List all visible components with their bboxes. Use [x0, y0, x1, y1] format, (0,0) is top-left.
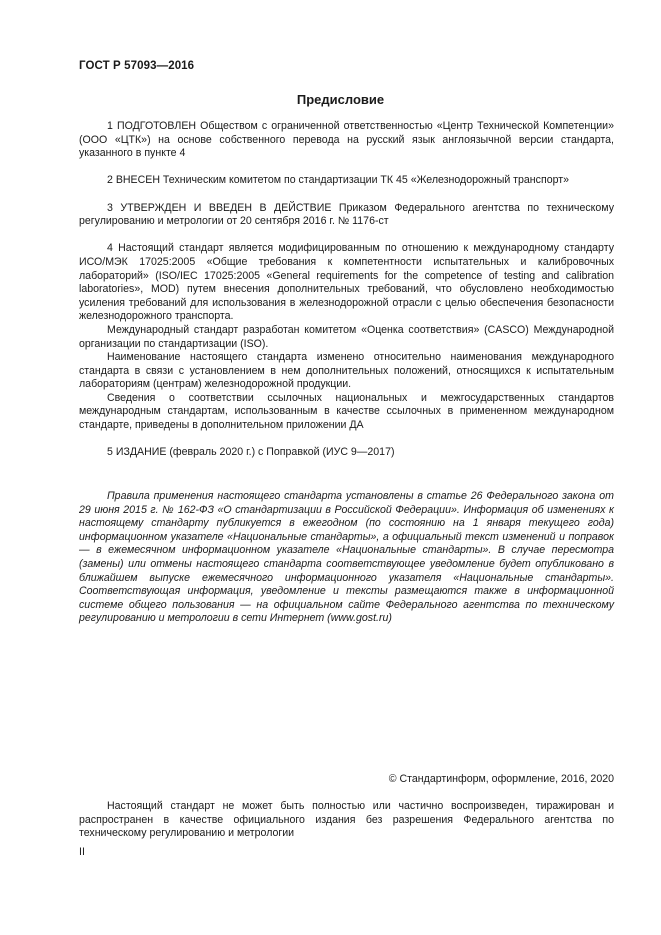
preface-item-4: 4 Настоящий стандарт является модифицированным по отношению к международному стандарту ИСО/МЭК 17025:2005 «Общие требования к компетентности испытательных и калибровочных лабораторий» (ISO/IEC 17025:2005 «General requirements for the competence of testing and calibration laboratories», MOD) путем внесения дополнительных требований, что обусловлено необходимостью усиления требований для использования в железнодорожной отрасли с целью обеспечения безопасности железнодорожного транспорта.	[79, 242, 614, 323]
preface-item-4-name-change: Наименование настоящего стандарта изменено относительно наименования международного стандарта в связи с установлением в нем дополнительных положений, относящихся к испытательным лабораториям (центрам) железнодорожной продукции.	[79, 351, 614, 391]
preface-item-5: 5 ИЗДАНИЕ (февраль 2020 г.) с Поправкой (ИУС 9—2017)	[107, 446, 395, 459]
reprint-restriction: Настоящий стандарт не может быть полностью или частично воспроизведен, тиражирован и распространен в качестве официального издания без разрешения Федерального агентства по техническому регулированию и метрологии	[79, 800, 614, 840]
preface-title: Предисловие	[296, 92, 385, 107]
copyright-line: © Стандартинформ, оформление, 2016, 2020	[388, 773, 614, 785]
preface-item-4-references: Сведения о соответствии ссылочных национальных и межгосударственных стандартов международным стандартам, использованным в качестве ссылочных в примененном международном стандарте, приведены в дополнительном приложении ДА	[79, 391, 614, 432]
preface-body	[79, 120, 614, 460]
page-number: II	[79, 846, 85, 858]
preface-item-3: 3 УТВЕРЖДЕН И ВВЕДЕН В ДЕЙСТВИЕ Приказом Федерального агентства по техническому регулированию и метрологии от 20 сентября 2016 г. № 1176-ст	[79, 201, 614, 228]
standard-number: ГОСТ Р 57093—2016	[79, 60, 195, 72]
application-rules-notice: Правила применения настоящего стандарта установлены в статье 26 Федерального закона от 29 июня 2015 г. № 162-ФЗ «О стандартизации в Российской Федерации». Информация об изменениях к настоящему стандарту публикуется в ежегодном (по состоянию на 1 января текущего года) информационном указателе «Национальные стандарты», а официальный текст изменений и поправок — в ежемесячном информационном указателе «Национальные стандарты». В случае пересмотра (замены) или отмены настоящего стандарта соответствующее уведомление будет опубликовано в ближайшем выпуске ежемесячного информационного указателя «Национальные стандарты». Соответствующая информация, уведомление и тексты размещаются также в информационной системе общего пользования — на официальном сайте Федерального агентства по техническому регулированию и метрологии в сети Интернет (www.gost.ru)	[79, 490, 614, 625]
preface-item-1: 1 ПОДГОТОВЛЕН Обществом с ограниченной ответственностью «Центр Технической Компетенции» (ООО «ЦТК») на основе собственного перевода на русский язык англоязычной версии стандарта, указанного в пункте 4	[79, 120, 614, 160]
preface-item-4-casco: Международный стандарт разработан комитетом «Оценка соответствия» (CASCO) Международной организации по стандартизации (ISO).	[79, 323, 614, 350]
preface-item-2: 2 ВНЕСЕН Техническим комитетом по стандартизации ТК 45 «Железнодорожный транспорт»	[107, 174, 569, 187]
